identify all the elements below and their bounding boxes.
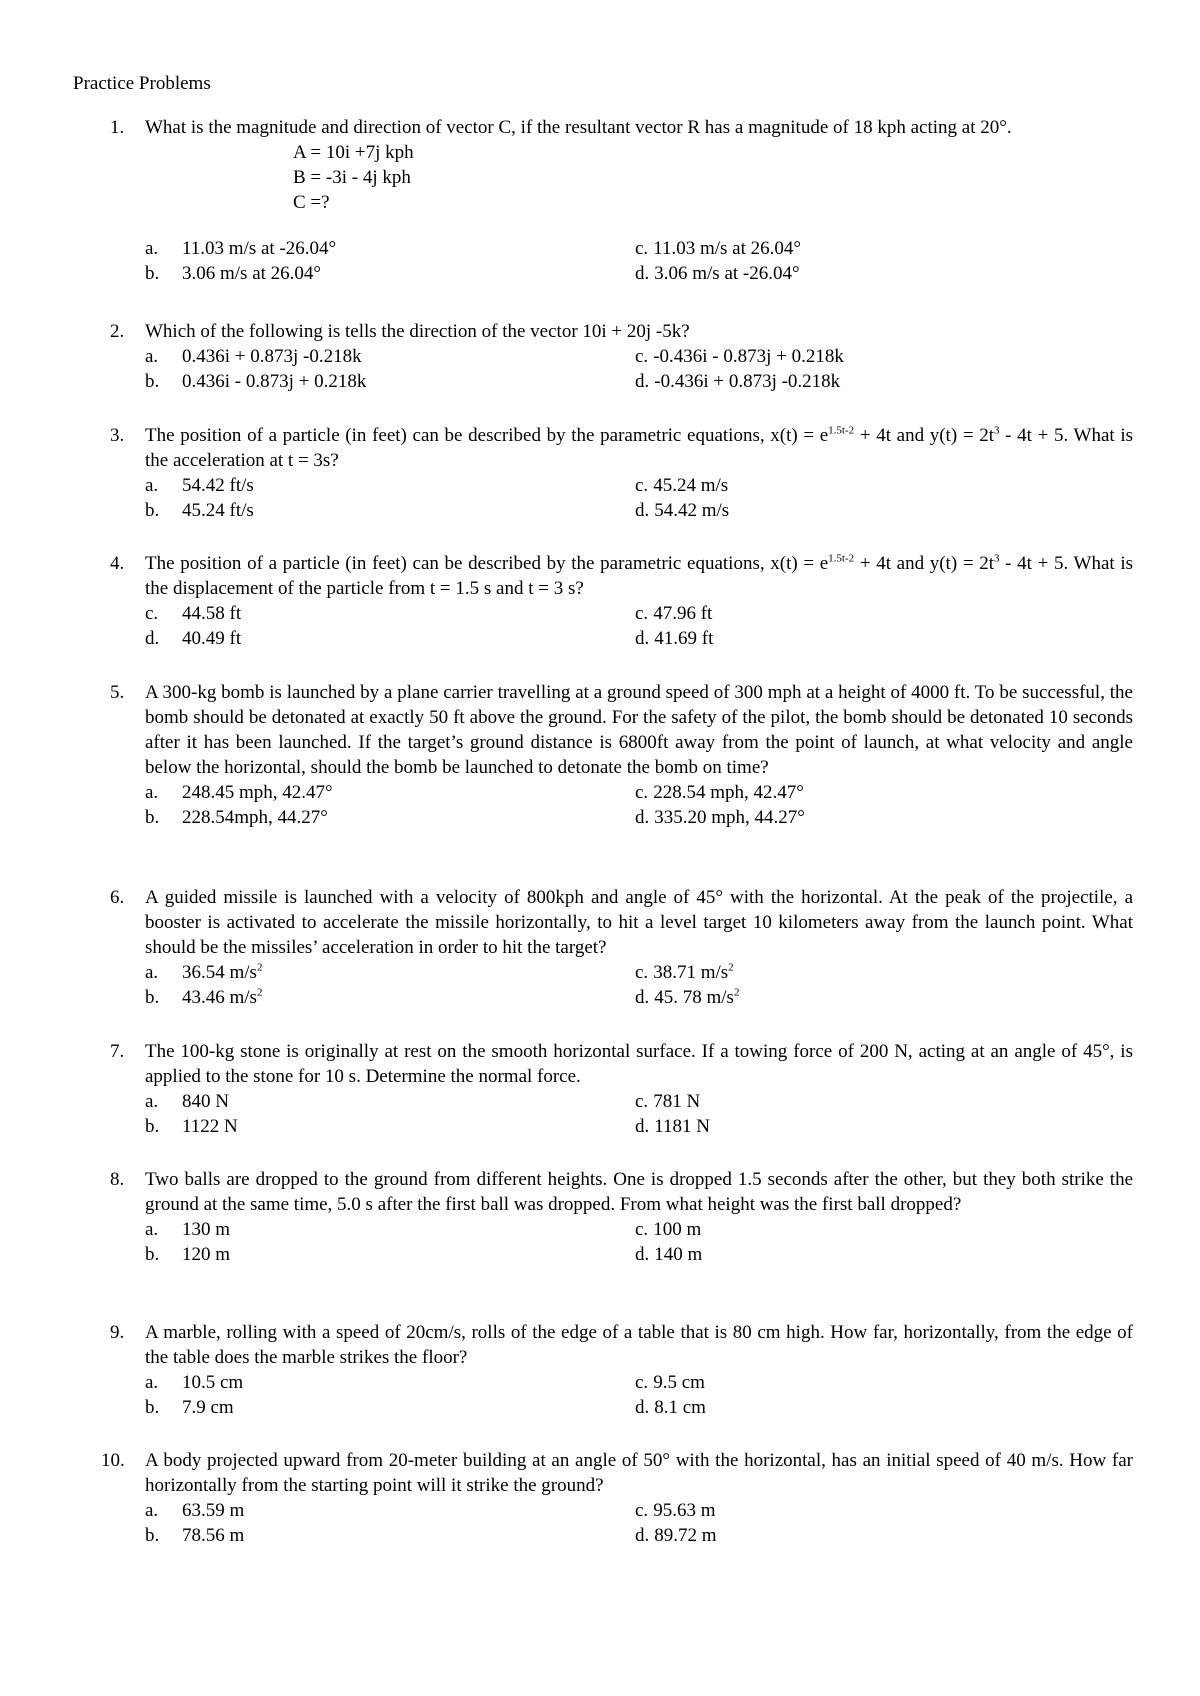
problem-number: 2. — [110, 321, 125, 342]
choice-c: c. 45.24 m/s — [635, 475, 729, 496]
choice-b: b. 43.46 $m/s^2$ — [145, 986, 263, 1008]
problem-number: 6. — [110, 887, 125, 908]
given-line: A = 10i +7j kph — [293, 142, 414, 163]
problem-number: 3. — [110, 425, 125, 446]
problem-8 — [73, 1167, 1133, 1267]
problem-stem: The position of a particle (in feet) can be described by the parametric equations, $x(t) = e^{1.5t-2} + 4t$ and $y(t) = 2t^3 - 4t + 5$. What is the acceleration at t = 3s? — [145, 424, 1133, 471]
problem-number: 8. — [110, 1169, 125, 1190]
choice-a: a. 0.436i + 0.873j -0.218k — [145, 346, 362, 367]
problem-stem: The 100-kg stone is originally at rest on the smooth horizontal surface. If a towing force of 200 N, acting at an angle of 45°, is applied to the stone for 10 s. Determine the normal force. — [145, 1041, 1133, 1087]
problem-1 — [73, 115, 1133, 286]
problem-stem: A body projected upward from 20-meter building at an angle of 50° with the horizontal, has an initial speed of 40 m/s. How far horizontally from the starting point will it strike the ground? — [145, 1450, 1133, 1496]
problem-number: 10. — [101, 1450, 125, 1471]
choice-d: d. 89.72 m — [635, 1525, 717, 1546]
problem-number: 4. — [110, 553, 125, 574]
choice-c: c. 95.63 m — [635, 1500, 716, 1521]
problem-stem: Which of the following is tells the direction of the vector 10i + 20j -5k? — [145, 321, 690, 342]
problem-6 — [73, 885, 1133, 1010]
problem-stem: A marble, rolling with a speed of 20cm/s, rolls of the edge of a table that is 80 cm high. How far, horizontally, from the edge of the table does the marble strikes the floor? — [145, 1322, 1133, 1368]
choice-c: c. -0.436i - 0.873j + 0.218k — [635, 346, 844, 367]
choice-c: c. 228.54 mph, 42.47° — [635, 782, 804, 803]
choice-a: a. 248.45 mph, 42.47° — [145, 782, 333, 803]
choice-a: a. 36.54 $m/s^2$ — [145, 961, 263, 983]
choice-b: b. 120 m — [145, 1244, 231, 1265]
choice-d: d. 54.42 m/s — [635, 500, 730, 521]
choice-d: d. 8.1 cm — [635, 1397, 706, 1418]
choice-b: b. 0.436i - 0.873j + 0.218k — [145, 371, 367, 392]
choice-d: d. -0.436i + 0.873j -0.218k — [635, 371, 841, 392]
problem-number: 5. — [110, 682, 125, 703]
choice-b: b. 228.54mph, 44.27° — [145, 807, 328, 828]
choice-b: b. 1122 N — [145, 1116, 238, 1137]
choice-a: a. 11.03 m/s at -26.04° — [145, 238, 337, 259]
choice-d: d. 45. 78 $m/s^2$ — [635, 986, 740, 1008]
problem-7 — [73, 1039, 1133, 1139]
problem-10 — [73, 1448, 1133, 1548]
choice-a: a. 130 m — [145, 1219, 231, 1240]
choice-d: d. 335.20 mph, 44.27° — [635, 807, 805, 828]
choice-3: c. 47.96 ft — [635, 603, 713, 624]
problem-stem: A 300-kg bomb is launched by a plane carrier travelling at a ground speed of 300 mph at a height of 4000 ft. To be successful, the bomb should be detonated at exactly 50 ft above the ground. For the safety of the pilot, the bomb should be detonated 10 seconds after it has been launched. If the target’s ground distance is 6800ft away from the point of launch, at what velocity and angle below the horizontal, should the bomb be launched to detonate the bomb on time? — [145, 682, 1133, 778]
choice-a: a. 840 N — [145, 1091, 229, 1112]
choice-b: b. 78.56 m — [145, 1525, 245, 1546]
choice-a: a. 54.42 ft/s — [145, 475, 254, 496]
problem-number: 1. — [110, 117, 125, 138]
choice-c: c. 100 m — [635, 1219, 702, 1240]
choice-b: b. 7.9 cm — [145, 1397, 234, 1418]
choice-a: a. 10.5 cm — [145, 1372, 244, 1393]
choice-4: d. 41.69 ft — [635, 628, 714, 649]
given-line: C =? — [293, 192, 330, 213]
choice-2: d. 40.49 ft — [145, 628, 242, 649]
problem-3 — [73, 423, 1133, 523]
problem-2 — [73, 319, 1133, 394]
choice-c: c. 9.5 cm — [635, 1372, 705, 1393]
choice-c: c. 11.03 m/s at 26.04° — [635, 238, 801, 259]
problem-4 — [73, 551, 1133, 651]
problem-number: 7. — [110, 1041, 125, 1062]
choice-a: a. 63.59 m — [145, 1500, 245, 1521]
choice-d: d. 140 m — [635, 1244, 703, 1265]
problem-stem: Two balls are dropped to the ground from different heights. One is dropped 1.5 seconds after the other, but they both strike the ground at the same time, 5.0 s after the first ball was dropped. From what height was the first ball dropped? — [145, 1169, 1133, 1215]
problem-number: 9. — [110, 1322, 125, 1343]
choice-1: c. 44.58 ft — [145, 603, 242, 624]
page-title: Practice Problems — [73, 73, 211, 94]
problem-stem: What is the magnitude and direction of vector C, if the resultant vector R has a magnitude of 18 kph acting at 20°. — [145, 117, 1012, 138]
problem-stem: The position of a particle (in feet) can be described by the parametric equations, $x(t) = e^{1.5t-2} + 4t$ and $y(t) = 2t^3 - 4t + 5$. What is the displacement of the particle from t = 1.5 s and t = 3 s? — [145, 552, 1133, 599]
choice-b: b. 3.06 m/s at 26.04° — [145, 263, 322, 284]
problem-stem: A guided missile is launched with a velocity of 800kph and angle of 45° with the horizontal. At the peak of the projectile, a booster is activated to accelerate the missile horizontally, to hit a level target 10 kilometers away from the launch point. What should be the missiles’ acceleration in order to hit the target? — [145, 887, 1133, 958]
choice-c: c. 781 N — [635, 1091, 701, 1112]
choice-c: c. 38.71 $m/s^2$ — [635, 961, 734, 983]
problem-9 — [73, 1320, 1133, 1420]
choice-b: b. 45.24 ft/s — [145, 500, 254, 521]
choice-d: d. 3.06 m/s at -26.04° — [635, 263, 800, 284]
problem-5 — [73, 680, 1133, 830]
choice-d: d. 1181 N — [635, 1116, 711, 1137]
given-line: B = -3i - 4j kph — [293, 167, 411, 188]
